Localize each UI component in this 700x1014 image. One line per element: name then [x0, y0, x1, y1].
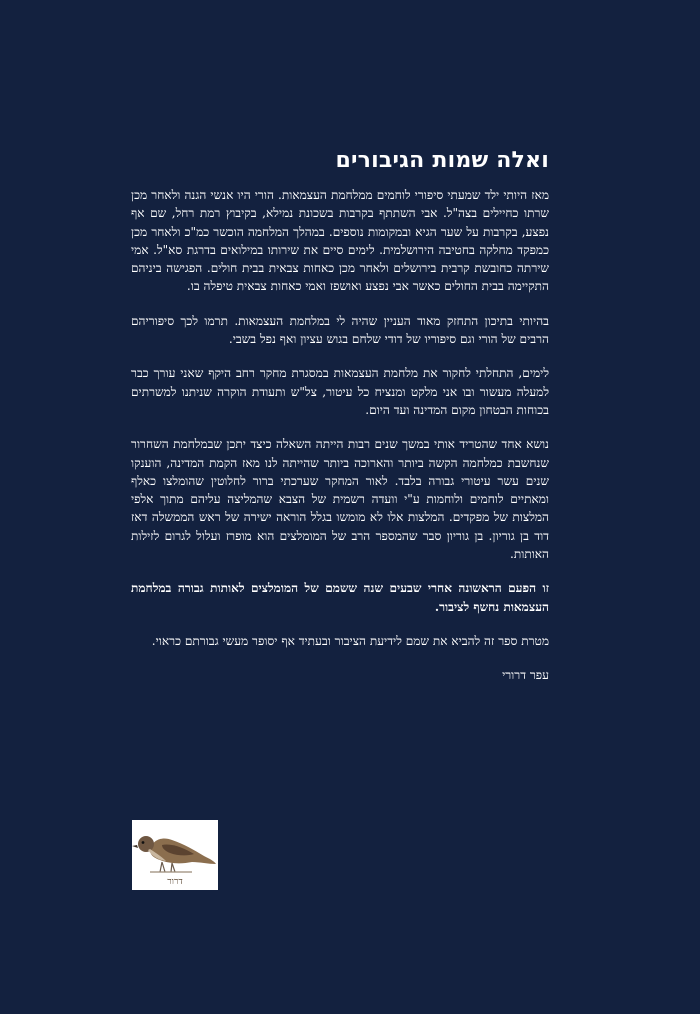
- sparrow-icon: [132, 820, 218, 878]
- paragraph-highschool: בהיותי בתיכון התחזק מאוד העניין שהיה לי במלחמת העצמאות. תרמו לכך סיפוריהם הרבים של הורי וגם סיפוריו של דודי שלחם בגוש עציון ואף נפל בשבי.: [131, 313, 549, 347]
- paragraph-intro: מאז היותי ילד שמעתי סיפורי לוחמים ממלחמת העצמאות. הורי היו אנשי הגנה ולאחר מכן שרתו כחיילים בצה"ל. אבי השתתף בקרבות בשכונת נמילא, בקיבוץ רמת רחל, שם אף נפצע, בקרבות על שער הגיא ובמקומות נוספים. במהלך המלחמה הוכשר כמ"כ ולאחר מכן כמפקד מחלקה בחטיבה הירושלמית. לימים סיים את שירותו במילואים בדרגת סא"ל. אמי שירתה כחובשת קרבית בירושלים ולאחר מכן כאחות צבאית בבית חולים. הפגישה ביניהם התקיימה בבית החולים כאשר אבי נפצע ואושפז ואמי כאחות צבאית טיפלה בו.: [131, 188, 549, 294]
- paragraph-first-time: זו הפעם הראשונה אחרי שבעים שנה ששמם של המומלצים לאותות גבורה במלחמת העצמאות נחשף לציבור.: [131, 581, 549, 614]
- text-block: [131, 146, 549, 685]
- paragraph-question: נושא אחד שהטריד אותי במשך שנים רבות הייתה השאלה כיצד יתכן שבמלחמת השחרור שנחשבת כמלחמה הקשה ביותר והארוכה ביותר שהייתה לנו מאז הקמת המדינה, הוענקו שנים עשר עיטורי גבורה בלבד. לאור המחקר שערכתי ברור לחלוטין שהומלצו כאלף ומאתיים לוחמים ולוחמות ע"י וועדה רשמית של הצבא שהמליצה עליהם מתוך אלפי המלצות של מפקדים. המלצות אלו לא מומשו בגלל הוראה ישירה של ראש הממשלה דאז דוד בן גוריון. בן גוריון סבר שהמספר הרב של המומלצים הוא מופרז ועלול לגרום לזילות האותות.: [131, 437, 549, 562]
- logo-caption: דרור: [167, 877, 183, 887]
- paragraph-purpose: מטרת ספר זה להביא את שמם לידיעת הציבור ובעתיד אף יסופר מעשי גבורתם כראוי.: [151, 633, 549, 648]
- author-signature: עפר דרורי: [502, 668, 549, 683]
- paragraph-research: לימים, התחלתי לחקור את מלחמת העצמאות במסגרת מחקר רחב היקף שאני עורך כבר למעלה מעשור ובו אני מלקט ומנציח כל עיטור, צל"ש ותעודת הוקרה שניתנו למשרתים בכוחות הבטחון מקום המדינה ועד היום.: [131, 366, 549, 417]
- page-title: ואלה שמות הגיבורים: [335, 148, 549, 173]
- sparrow-logo: [132, 820, 218, 890]
